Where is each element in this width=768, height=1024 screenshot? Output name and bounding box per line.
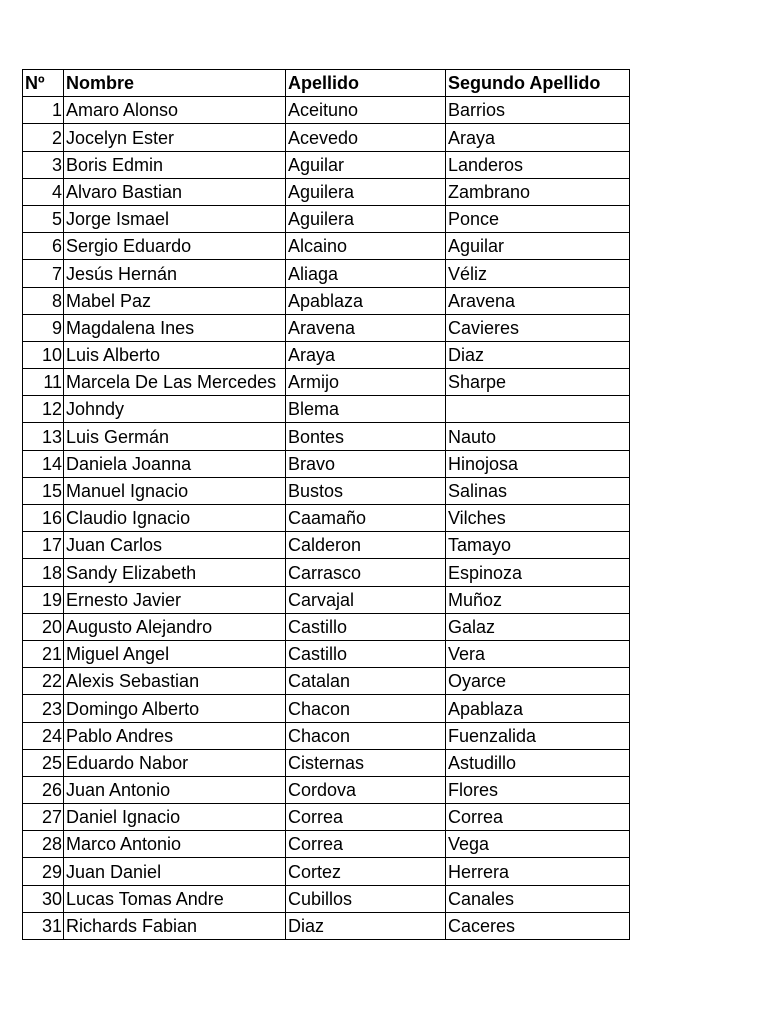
- cell-nombre: Jesús Hernán: [64, 260, 286, 287]
- cell-segundo-apellido: Fuenzalida: [446, 722, 630, 749]
- cell-segundo-apellido: Muñoz: [446, 586, 630, 613]
- cell-nombre: Luis Germán: [64, 423, 286, 450]
- cell-segundo-apellido: Véliz: [446, 260, 630, 287]
- cell-apellido: Blema: [286, 396, 446, 423]
- cell-segundo-apellido: Diaz: [446, 341, 630, 368]
- cell-nombre: Juan Carlos: [64, 532, 286, 559]
- cell-nombre: Juan Daniel: [64, 858, 286, 885]
- cell-no: 20: [23, 613, 64, 640]
- table-row: [23, 668, 630, 695]
- cell-apellido: Cubillos: [286, 885, 446, 912]
- cell-no: 7: [23, 260, 64, 287]
- cell-no: 31: [23, 912, 64, 939]
- cell-apellido: Araya: [286, 341, 446, 368]
- cell-apellido: Aguilera: [286, 205, 446, 232]
- cell-nombre: Mabel Paz: [64, 287, 286, 314]
- cell-segundo-apellido: Vilches: [446, 505, 630, 532]
- cell-nombre: Claudio Ignacio: [64, 505, 286, 532]
- table-row: [23, 450, 630, 477]
- cell-segundo-apellido: [446, 396, 630, 423]
- cell-nombre: Boris Edmin: [64, 151, 286, 178]
- cell-segundo-apellido: Correa: [446, 804, 630, 831]
- cell-segundo-apellido: Aguilar: [446, 233, 630, 260]
- table-row: [23, 640, 630, 667]
- table-row: [23, 532, 630, 559]
- cell-no: 10: [23, 341, 64, 368]
- table-row: [23, 885, 630, 912]
- cell-segundo-apellido: Nauto: [446, 423, 630, 450]
- cell-nombre: Daniel Ignacio: [64, 804, 286, 831]
- table-row: [23, 912, 630, 939]
- cell-segundo-apellido: Barrios: [446, 97, 630, 124]
- table-row: [23, 314, 630, 341]
- cell-no: 30: [23, 885, 64, 912]
- cell-apellido: Aguilar: [286, 151, 446, 178]
- table-row: [23, 287, 630, 314]
- cell-apellido: Calderon: [286, 532, 446, 559]
- cell-apellido: Catalan: [286, 668, 446, 695]
- cell-no: 4: [23, 178, 64, 205]
- cell-segundo-apellido: Apablaza: [446, 695, 630, 722]
- cell-nombre: Johndy: [64, 396, 286, 423]
- cell-apellido: Caamaño: [286, 505, 446, 532]
- table-row: [23, 749, 630, 776]
- cell-no: 9: [23, 314, 64, 341]
- cell-apellido: Armijo: [286, 369, 446, 396]
- table-row: [23, 831, 630, 858]
- cell-apellido: Bravo: [286, 450, 446, 477]
- cell-segundo-apellido: Salinas: [446, 477, 630, 504]
- cell-nombre: Luis Alberto: [64, 341, 286, 368]
- cell-no: 26: [23, 776, 64, 803]
- cell-no: 5: [23, 205, 64, 232]
- cell-apellido: Correa: [286, 804, 446, 831]
- cell-segundo-apellido: Oyarce: [446, 668, 630, 695]
- cell-nombre: Amaro Alonso: [64, 97, 286, 124]
- cell-nombre: Eduardo Nabor: [64, 749, 286, 776]
- cell-nombre: Miguel Angel: [64, 640, 286, 667]
- cell-nombre: Marcela De Las Mercedes: [64, 369, 286, 396]
- cell-nombre: Jorge Ismael: [64, 205, 286, 232]
- cell-segundo-apellido: Zambrano: [446, 178, 630, 205]
- cell-nombre: Lucas Tomas Andre: [64, 885, 286, 912]
- header-apellido: Apellido: [286, 70, 446, 97]
- cell-segundo-apellido: Galaz: [446, 613, 630, 640]
- cell-nombre: Juan Antonio: [64, 776, 286, 803]
- cell-apellido: Correa: [286, 831, 446, 858]
- cell-no: 19: [23, 586, 64, 613]
- cell-segundo-apellido: Astudillo: [446, 749, 630, 776]
- cell-nombre: Ernesto Javier: [64, 586, 286, 613]
- cell-segundo-apellido: Landeros: [446, 151, 630, 178]
- cell-no: 25: [23, 749, 64, 776]
- cell-no: 12: [23, 396, 64, 423]
- cell-no: 3: [23, 151, 64, 178]
- cell-segundo-apellido: Caceres: [446, 912, 630, 939]
- table-row: [23, 722, 630, 749]
- table-row: [23, 124, 630, 151]
- header-nombre: Nombre: [64, 70, 286, 97]
- cell-no: 6: [23, 233, 64, 260]
- cell-segundo-apellido: Hinojosa: [446, 450, 630, 477]
- cell-nombre: Alvaro Bastian: [64, 178, 286, 205]
- cell-segundo-apellido: Aravena: [446, 287, 630, 314]
- table-row: [23, 613, 630, 640]
- cell-no: 8: [23, 287, 64, 314]
- cell-no: 23: [23, 695, 64, 722]
- cell-segundo-apellido: Espinoza: [446, 559, 630, 586]
- cell-apellido: Cortez: [286, 858, 446, 885]
- cell-nombre: Richards Fabian: [64, 912, 286, 939]
- student-roster-sheet: [22, 69, 630, 940]
- cell-no: 22: [23, 668, 64, 695]
- cell-segundo-apellido: Araya: [446, 124, 630, 151]
- cell-no: 15: [23, 477, 64, 504]
- cell-segundo-apellido: Sharpe: [446, 369, 630, 396]
- table-row: [23, 586, 630, 613]
- cell-no: 28: [23, 831, 64, 858]
- cell-no: 17: [23, 532, 64, 559]
- cell-apellido: Carvajal: [286, 586, 446, 613]
- table-row: [23, 396, 630, 423]
- cell-segundo-apellido: Herrera: [446, 858, 630, 885]
- cell-no: 24: [23, 722, 64, 749]
- cell-apellido: Cordova: [286, 776, 446, 803]
- cell-segundo-apellido: Tamayo: [446, 532, 630, 559]
- table-row: [23, 559, 630, 586]
- cell-nombre: Sandy Elizabeth: [64, 559, 286, 586]
- cell-no: 27: [23, 804, 64, 831]
- cell-nombre: Domingo Alberto: [64, 695, 286, 722]
- table-row: [23, 423, 630, 450]
- table-row: [23, 858, 630, 885]
- cell-no: 16: [23, 505, 64, 532]
- cell-apellido: Bustos: [286, 477, 446, 504]
- cell-nombre: Jocelyn Ester: [64, 124, 286, 151]
- cell-apellido: Aravena: [286, 314, 446, 341]
- student-roster-table: [22, 69, 630, 940]
- cell-apellido: Bontes: [286, 423, 446, 450]
- cell-nombre: Marco Antonio: [64, 831, 286, 858]
- header-segundo-apellido: Segundo Apellido: [446, 70, 630, 97]
- table-row: [23, 205, 630, 232]
- cell-apellido: Alcaino: [286, 233, 446, 260]
- cell-apellido: Aguilera: [286, 178, 446, 205]
- table-row: [23, 804, 630, 831]
- table-row: [23, 505, 630, 532]
- cell-segundo-apellido: Canales: [446, 885, 630, 912]
- cell-no: 1: [23, 97, 64, 124]
- table-row: [23, 695, 630, 722]
- cell-no: 11: [23, 369, 64, 396]
- table-row: [23, 97, 630, 124]
- table-row: [23, 233, 630, 260]
- table-row: [23, 178, 630, 205]
- cell-apellido: Cisternas: [286, 749, 446, 776]
- cell-no: 2: [23, 124, 64, 151]
- cell-nombre: Sergio Eduardo: [64, 233, 286, 260]
- table-header-row: [23, 70, 630, 97]
- table-row: [23, 151, 630, 178]
- cell-segundo-apellido: Cavieres: [446, 314, 630, 341]
- table-row: [23, 776, 630, 803]
- cell-apellido: Apablaza: [286, 287, 446, 314]
- table-body: [23, 97, 630, 940]
- header-no: Nº: [23, 70, 64, 97]
- cell-nombre: Augusto Alejandro: [64, 613, 286, 640]
- table-row: [23, 260, 630, 287]
- cell-nombre: Alexis Sebastian: [64, 668, 286, 695]
- table-row: [23, 369, 630, 396]
- cell-segundo-apellido: Ponce: [446, 205, 630, 232]
- cell-no: 13: [23, 423, 64, 450]
- cell-no: 29: [23, 858, 64, 885]
- cell-apellido: Chacon: [286, 722, 446, 749]
- cell-segundo-apellido: Flores: [446, 776, 630, 803]
- cell-apellido: Aliaga: [286, 260, 446, 287]
- cell-apellido: Castillo: [286, 640, 446, 667]
- table-row: [23, 477, 630, 504]
- cell-apellido: Aceituno: [286, 97, 446, 124]
- cell-apellido: Acevedo: [286, 124, 446, 151]
- cell-apellido: Diaz: [286, 912, 446, 939]
- cell-apellido: Carrasco: [286, 559, 446, 586]
- table-row: [23, 341, 630, 368]
- cell-nombre: Pablo Andres: [64, 722, 286, 749]
- cell-segundo-apellido: Vega: [446, 831, 630, 858]
- cell-segundo-apellido: Vera: [446, 640, 630, 667]
- cell-nombre: Magdalena Ines: [64, 314, 286, 341]
- cell-no: 14: [23, 450, 64, 477]
- cell-apellido: Chacon: [286, 695, 446, 722]
- cell-nombre: Manuel Ignacio: [64, 477, 286, 504]
- cell-no: 21: [23, 640, 64, 667]
- cell-apellido: Castillo: [286, 613, 446, 640]
- cell-nombre: Daniela Joanna: [64, 450, 286, 477]
- cell-no: 18: [23, 559, 64, 586]
